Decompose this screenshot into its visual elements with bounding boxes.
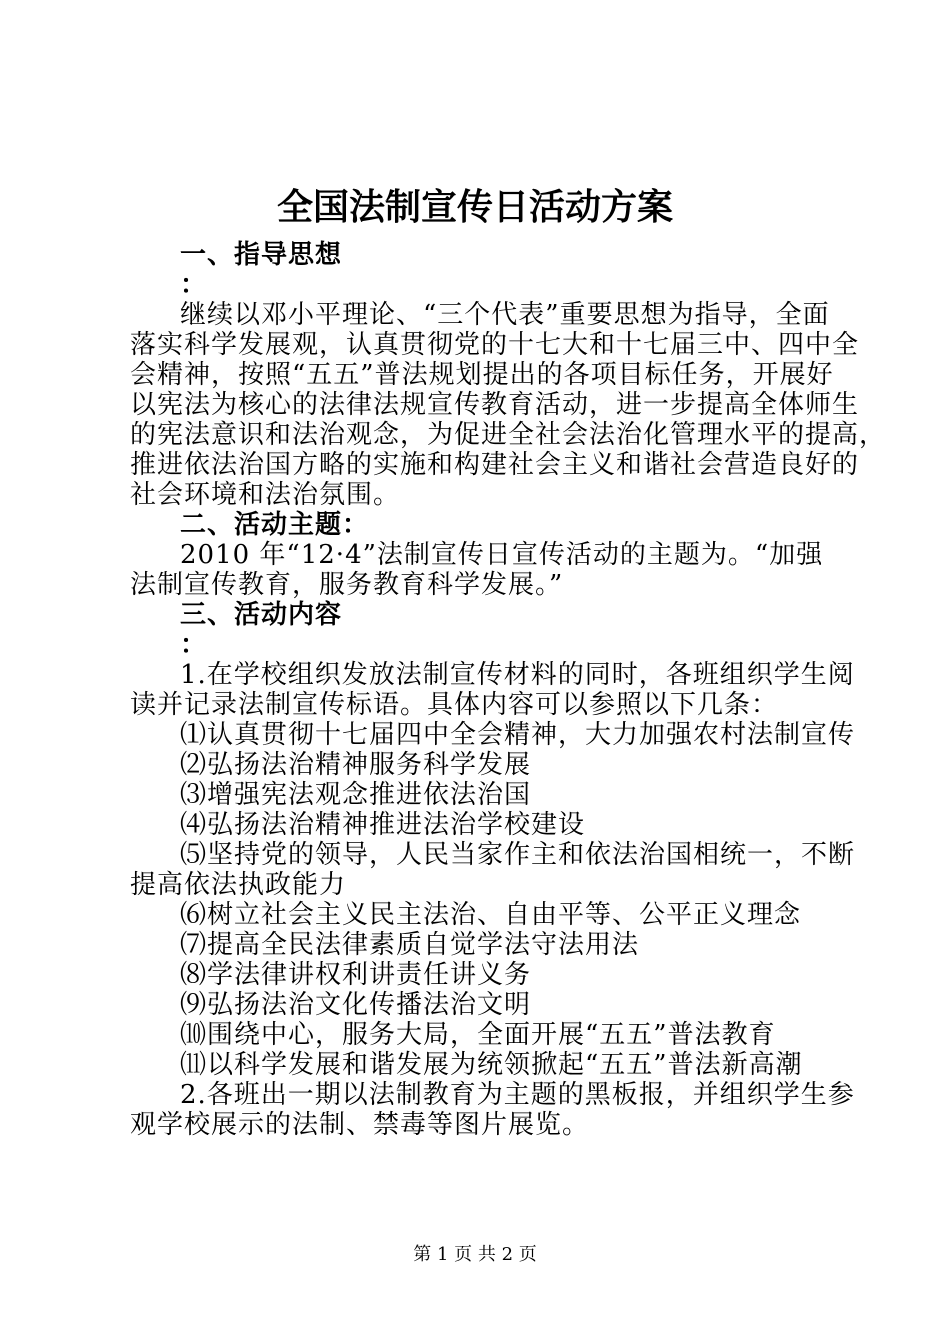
paragraph-line: 读并记录法制宣传标语。具体内容可以参照以下几条：	[130, 690, 779, 720]
paragraph-line: ⑻学法律讲权利讲责任讲义务	[180, 960, 532, 990]
paragraph-line: 1.在学校组织发放法制宣传材料的同时，各班组织学生阅	[180, 660, 855, 690]
page-title: 全国法制宣传日活动方案	[276, 187, 673, 228]
paragraph-line: ⑹树立社会主义民主法治、自由平等、公平正义理念	[180, 900, 802, 930]
paragraph-line: ⑶增强宪法观念推进依法治国	[180, 780, 532, 810]
section-heading: 三、活动内容	[180, 600, 343, 630]
paragraph-line: ⑺提高全民法律素质自觉学法守法用法	[180, 930, 640, 960]
paragraph-line: 2010 年“12·4”法制宣传日宣传活动的主题为。“加强	[180, 540, 824, 570]
paragraph-line: ⑷弘扬法治精神推进法治学校建设	[180, 810, 586, 840]
paragraph-line: 推进依法治国方略的实施和构建社会主义和谐社会营造良好的	[130, 450, 860, 480]
paragraph-line: 提高依法执政能力	[130, 870, 347, 900]
paragraph-line: 落实科学发展观，认真贯彻党的十七大和十七届三中、四中全	[130, 330, 860, 360]
paragraph-line: ⑼弘扬法治文化传播法治文明	[180, 990, 532, 1020]
section-heading: ：	[180, 270, 208, 300]
paragraph-line: 社会环境和法治氛围。	[130, 480, 401, 510]
section-heading: ：	[180, 630, 208, 660]
paragraph-line: 观学校展示的法制、禁毒等图片展览。	[130, 1110, 590, 1140]
paragraph-line: 的宪法意识和法治观念，为促进全社会法治化管理水平的提高，	[130, 420, 887, 450]
paragraph-line: 以宪法为核心的法律法规宣传教育活动，进一步提高全体师生	[130, 390, 860, 420]
paragraph-line: 继续以邓小平理论、“三个代表”重要思想为指导，全面	[180, 300, 830, 330]
paragraph-line: 会精神，按照“五五”普法规划提出的各项目标任务，开展好	[130, 360, 834, 390]
section-heading: 一、指导思想	[180, 240, 343, 270]
paragraph-line: 法制宣传教育，服务教育科学发展。”	[130, 570, 564, 600]
section-heading: 二、活动主题：	[180, 510, 370, 540]
paragraph-line: 2.各班出一期以法制教育为主题的黑板报，并组织学生参	[180, 1080, 855, 1110]
paragraph-line: ⑾以科学发展和谐发展为统领掀起“五五”普法新高潮	[180, 1050, 803, 1080]
paragraph-line: ⑴认真贯彻十七届四中全会精神，大力加强农村法制宣传	[180, 720, 856, 750]
document-body	[130, 240, 887, 1140]
page-footer: 第 1 页 共 2 页	[413, 1244, 537, 1265]
paragraph-line: ⑽围绕中心，服务大局，全面开展“五五”普法教育	[180, 1020, 776, 1050]
paragraph-line: ⑸坚持党的领导，人民当家作主和依法治国相统一，不断	[180, 840, 856, 870]
paragraph-line: ⑵弘扬法治精神服务科学发展	[180, 750, 532, 780]
